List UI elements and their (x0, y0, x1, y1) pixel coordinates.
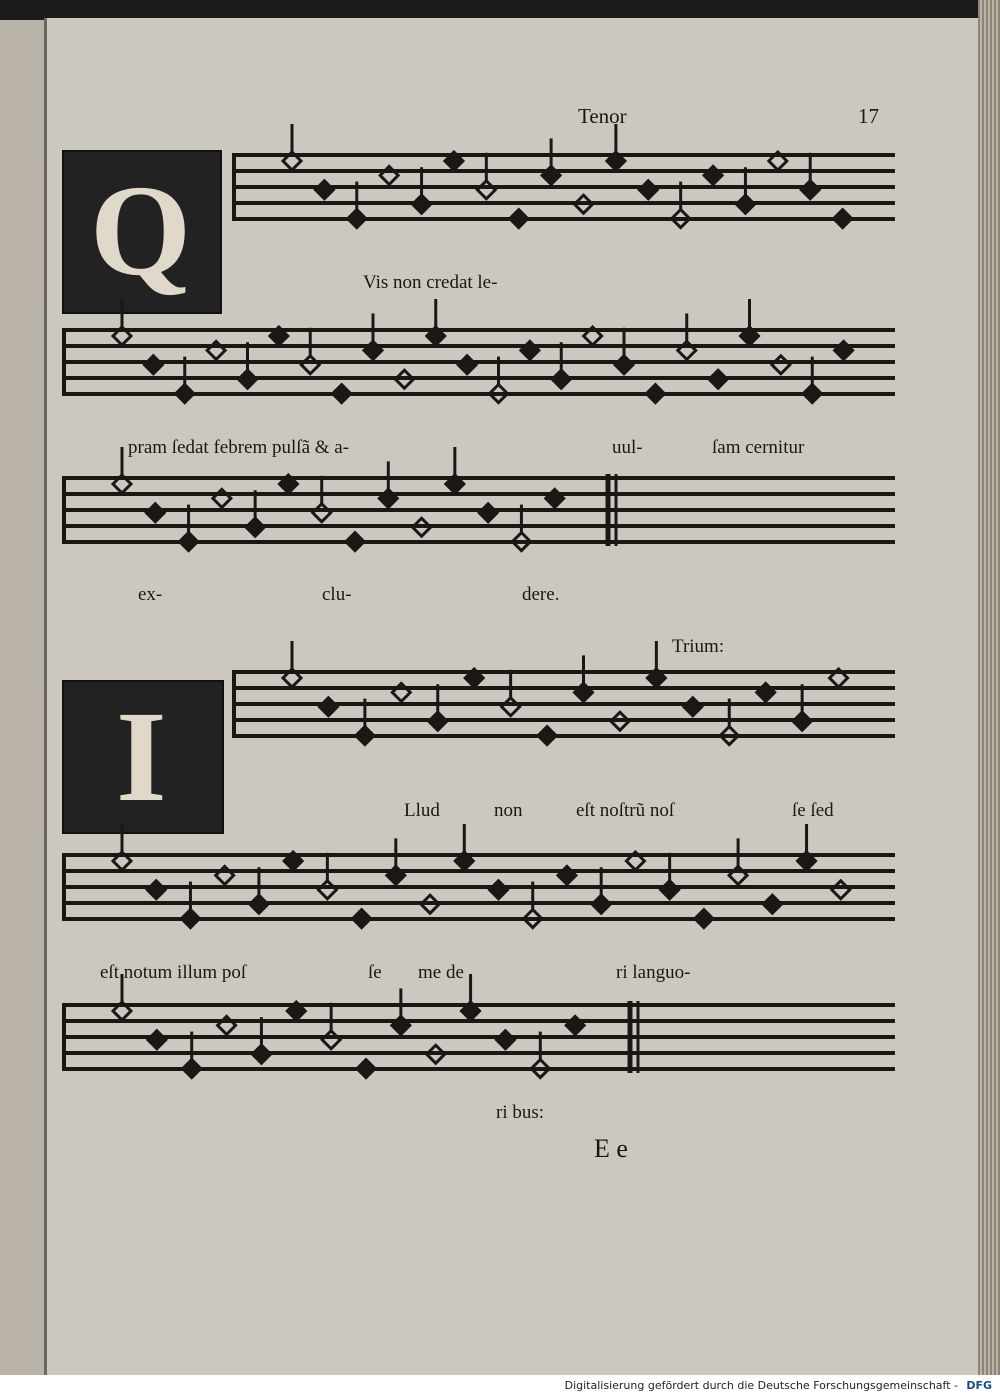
lyric-text: ri bus: (496, 1102, 545, 1123)
voice-caption: Trium: (672, 636, 725, 657)
lyric-text: pram ſedat febrem pulſã & a- (128, 437, 350, 458)
note-head (315, 181, 333, 199)
note-head (333, 385, 351, 403)
note-head (346, 533, 364, 551)
note-head (429, 712, 447, 730)
note-head (322, 1031, 340, 1049)
lyric-text: ſe ſed (792, 800, 834, 821)
note-head (181, 910, 199, 928)
note-head (736, 195, 754, 213)
lyric-text: ex- (138, 584, 163, 605)
note-head (144, 356, 162, 374)
lyric-text: clu- (322, 584, 352, 605)
note-head (615, 356, 633, 374)
note-head (502, 698, 520, 716)
catchword: E e (594, 1134, 628, 1163)
note-head (319, 698, 337, 716)
note-head (763, 895, 781, 913)
note-head (801, 181, 819, 199)
note-head (695, 910, 713, 928)
lyric-text: uul- (612, 437, 643, 458)
initial-letter-i: I (116, 685, 167, 829)
note-head (146, 504, 164, 522)
note-head (684, 698, 702, 716)
note-head (592, 895, 610, 913)
note-head (496, 1031, 514, 1049)
lyric-text: eſt notum illum poſ (100, 962, 247, 983)
note-head (180, 533, 198, 551)
lyric-text: ſe (368, 962, 382, 983)
note-head (538, 727, 556, 745)
note-head (552, 370, 570, 388)
lyric-text: Vis non credat le- (363, 272, 498, 293)
note-head (413, 195, 431, 213)
note-head (318, 881, 336, 899)
note-head (176, 385, 194, 403)
note-head (246, 518, 264, 536)
lyric-text: non (494, 800, 523, 821)
dfg-logo: DFG (966, 1379, 992, 1392)
lyric-text: dere. (522, 584, 560, 605)
note-head (661, 881, 679, 899)
note-head (479, 504, 497, 522)
note-head (353, 910, 371, 928)
note-head (458, 356, 476, 374)
note-head (348, 210, 366, 228)
footer-bar (0, 1375, 1000, 1395)
note-head (834, 210, 852, 228)
lyric-text: eſt noſtrũ noſ (576, 800, 675, 821)
page-number: 17 (858, 104, 879, 128)
note-head (148, 1031, 166, 1049)
note-head (239, 370, 257, 388)
note-head (357, 1060, 375, 1078)
note-head (356, 727, 374, 745)
initial-letter-q: Q (90, 159, 192, 303)
note-head (490, 881, 508, 899)
note-head (709, 370, 727, 388)
note-head (832, 881, 850, 899)
lyric-text: Llud (404, 800, 440, 821)
note-head (250, 895, 268, 913)
note-head (639, 181, 657, 199)
note-head (301, 356, 319, 374)
lyric-text: ri languo- (616, 962, 691, 983)
note-head (183, 1060, 201, 1078)
footer-credit: Digitalisierung gefördert durch die Deutsche Forschungsgemeinschaft - (564, 1379, 958, 1392)
note-head (510, 210, 528, 228)
note-head (252, 1045, 270, 1063)
note-head (646, 385, 664, 403)
part-label: Tenor (578, 104, 627, 128)
note-head (147, 881, 165, 899)
lyric-text: ſam cernitur (712, 437, 805, 458)
note-head (772, 356, 790, 374)
note-head (477, 181, 495, 199)
note-head (313, 504, 331, 522)
lyric-text: me de (418, 962, 464, 983)
note-head (793, 712, 811, 730)
note-head (803, 385, 821, 403)
